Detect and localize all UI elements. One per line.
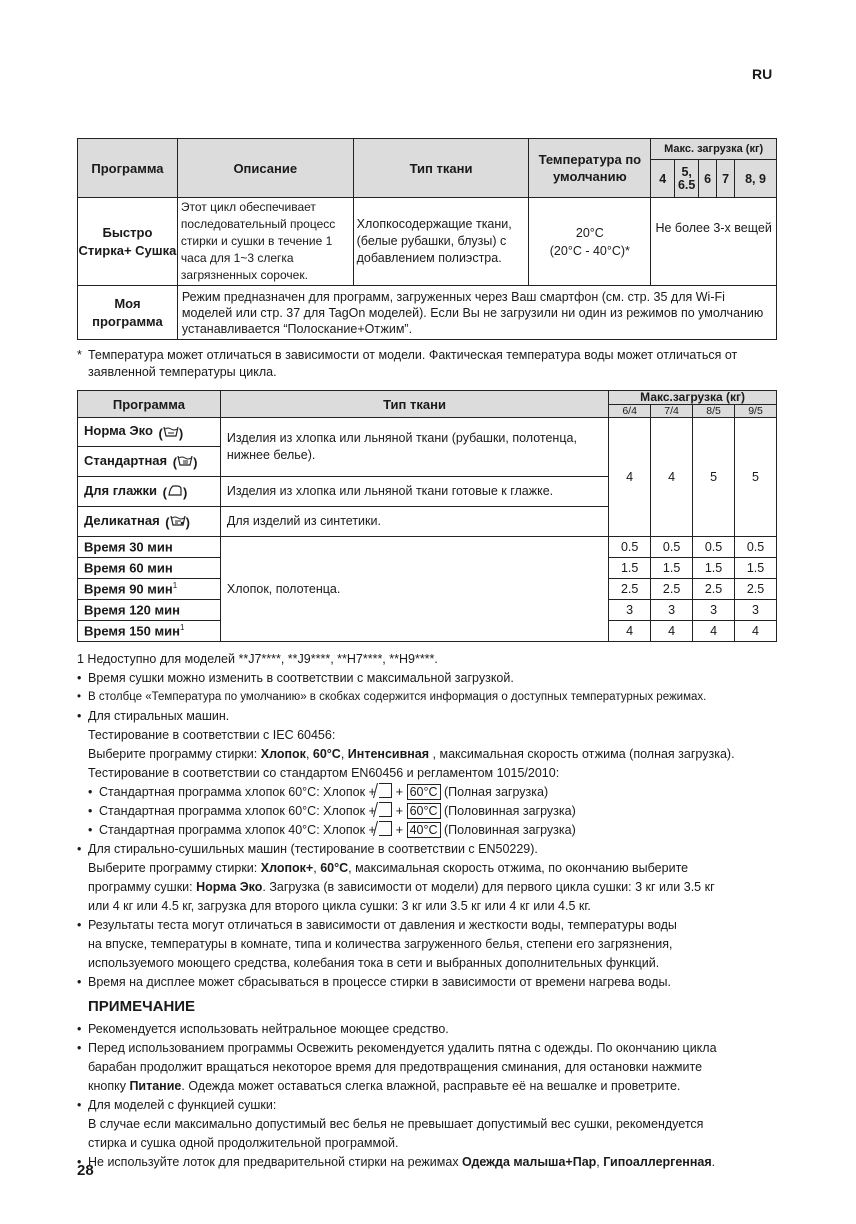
text-span: Выберите программу стирки:	[88, 861, 261, 875]
load-value: 2.5	[651, 579, 693, 600]
fabric-type: Хлопкосодержащие ткани, (белые рубашки, блузы) с добавлением полиэстра.	[353, 198, 529, 286]
delicate-wash-icon: ( )	[165, 515, 190, 531]
text-span: программу сушки:	[88, 880, 197, 894]
load-value: 2.5	[735, 579, 777, 600]
tub-icon	[379, 783, 392, 798]
programs-table-1	[77, 138, 777, 340]
program-name	[78, 621, 221, 642]
tub-icon	[379, 802, 392, 817]
temp-range: (20°C - 40°C)*	[549, 243, 630, 258]
text-span: +	[395, 785, 404, 799]
load-value: 0.5	[735, 537, 777, 558]
temp-box: 60°C	[407, 784, 441, 800]
notes-section	[77, 650, 817, 1172]
text-span: (Половинная загрузка)	[444, 823, 576, 837]
load-value: 2.5	[609, 579, 651, 600]
text-line: на впуске, температуры в комнате, типа и количества загруженного белья, степени его загрязнения,	[88, 937, 673, 951]
bold-span: Питание	[129, 1079, 182, 1093]
program-row-eco	[78, 418, 221, 447]
header-max-load: Макс.загрузка (кг)	[609, 391, 777, 405]
program-name: Для глажки	[84, 482, 158, 498]
bold-span: Хлопок	[260, 747, 306, 761]
text-span: Стандартная программа хлопок 40°C: Хлопок +	[99, 823, 376, 837]
text-line	[77, 745, 817, 764]
sub-bullet-item	[77, 802, 817, 821]
header-program: Программа	[78, 391, 221, 418]
asterisk: *	[77, 348, 82, 362]
load-value: 4	[651, 621, 693, 642]
header-fabric: Тип ткани	[353, 139, 529, 198]
load-col: 8/5	[693, 405, 735, 418]
program-name	[78, 558, 221, 579]
load-value: 3	[735, 600, 777, 621]
text-span: (Половинная загрузка)	[444, 804, 576, 818]
fabric-type: Изделия из хлопка или льняной ткани готовые к глажке.	[220, 477, 608, 507]
load-value: 1.5	[651, 558, 693, 579]
eco-wash-icon: ( )	[158, 425, 184, 441]
default-temperature	[529, 198, 651, 286]
program-name	[78, 579, 221, 600]
bullet-item: • Время сушки можно изменить в соответствии с максимальной загрузкой.	[77, 669, 817, 688]
bullet-item: • В столбце «Температура по умолчанию» в скобках содержится информация о доступных температурных режимах.	[77, 688, 817, 707]
program-description: Режим предназначен для программ, загруженных через Ваш смартфон (см. стр. 35 для Wi-Fi моделей или стр. 37 для TagOn моделей). Если Вы не загрузили ни один из режимов по умолчанию устанавливается “Полоскание+Отжим”.	[177, 286, 776, 340]
header-temperature: Температура по умолчанию	[529, 139, 651, 198]
footnote-marker: 1	[179, 623, 185, 633]
program-name	[78, 600, 221, 621]
load-value: 1.5	[735, 558, 777, 579]
temp-value: 20°C	[575, 225, 604, 240]
bold-span: Одежда малыша+Пар	[462, 1155, 597, 1169]
text-line: барабан продолжит вращаться некоторое время для предотвращения сминания, для остановки нажмите	[88, 1060, 703, 1074]
text-span: ,	[596, 1155, 604, 1169]
text-span: .	[711, 1155, 716, 1169]
load-value: 4	[693, 621, 735, 642]
text-line	[77, 1077, 817, 1096]
program-name: Деликатная	[84, 512, 160, 528]
program-name: Моя программа	[78, 286, 178, 340]
load-value: 4	[609, 621, 651, 642]
program-description: Этот цикл обеспечивает последовательный процесс стирки и сушки в течение 1 часа для 1~3 слегка загрязненных сорочек.	[177, 198, 353, 286]
program-label: Время 30 мин	[84, 539, 173, 555]
max-load-value: Не более 3-х вещей	[651, 198, 777, 286]
fabric-type: Хлопок, полотенца.	[220, 537, 608, 642]
text-span: кнопку	[88, 1079, 130, 1093]
load-col: 4	[651, 160, 675, 198]
sub-bullet-item	[77, 821, 817, 840]
bullet-item: • Для стиральных машин.	[77, 707, 817, 726]
load-col: 5, 6.5	[675, 160, 699, 198]
load-col: 6/4	[609, 405, 651, 418]
program-label: Время 150 мин	[84, 623, 180, 639]
load-value: 3	[651, 600, 693, 621]
header-program: Программа	[78, 139, 178, 198]
header-max-load: Макс. загрузка (кг)	[651, 139, 777, 160]
bullet-item: • Результаты теста могут отличаться в зависимости от давления и жесткости воды, температуры воды	[77, 916, 817, 935]
load-value: 5	[735, 418, 777, 537]
bold-span: 60°C	[312, 747, 341, 761]
fabric-type: Изделия из хлопка или льняной ткани (рубашки, полотенца, нижнее белье).	[220, 418, 608, 477]
text-line	[77, 859, 817, 878]
page-number: 28	[77, 1162, 94, 1179]
text-span: Выберите программу стирки:	[88, 747, 261, 761]
program-row-standard	[78, 447, 221, 477]
note-heading: ПРИМЕЧАНИЕ	[88, 998, 196, 1015]
header-fabric: Тип ткани	[220, 391, 608, 418]
text-span: . Одежда может оставаться слегка влажной, расправьте её на вешалке и проветрите.	[181, 1079, 681, 1093]
load-col: 9/5	[735, 405, 777, 418]
bold-span: Гипоаллергенная	[603, 1155, 712, 1169]
program-label: Время 120 мин	[84, 602, 180, 618]
note-item: • Рекомендуется использовать нейтральное моющее средство.	[77, 1020, 817, 1039]
footnote-marker: 1	[172, 581, 178, 591]
language-code: RU	[752, 66, 773, 82]
text-line: стирка и сушка одной продолжительной программой.	[88, 1136, 399, 1150]
text-span: , максимальная скорость отжима (полная загрузка).	[429, 747, 735, 761]
load-col: 8, 9	[735, 160, 777, 198]
load-value: 1.5	[693, 558, 735, 579]
load-value: 0.5	[693, 537, 735, 558]
program-name: Норма Эко	[84, 423, 153, 439]
program-name	[78, 537, 221, 558]
load-value: 1.5	[609, 558, 651, 579]
load-value: 4	[609, 418, 651, 537]
fabric-type: Для изделий из синтетики.	[220, 507, 608, 537]
text-span: . Загрузка (в зависимости от модели) для первого цикла сушки: 3 кг или 3.5 кг	[262, 880, 715, 894]
load-value: 4	[651, 418, 693, 537]
footnote-1: 1 Недоступно для моделей **J7****, **J9****, **H7****, **H9****.	[77, 652, 438, 666]
bold-span: Интенсивная	[347, 747, 430, 761]
standard-wash-icon: ( )	[172, 455, 198, 471]
program-label: Время 60 мин	[84, 560, 173, 576]
temp-box: 40°C	[407, 822, 441, 838]
temperature-note	[77, 347, 797, 381]
text-line: используемого моющего средства, колебания тока в сети и выбранных дополнительных функций.	[88, 956, 660, 970]
load-value: 5	[693, 418, 735, 537]
text-span: +	[395, 823, 404, 837]
text-span: , максимальная скорость отжима, по окончанию выберите	[348, 861, 689, 875]
text-line: Тестирование в соответствии с IEC 60456:	[88, 728, 336, 742]
load-value: 2.5	[693, 579, 735, 600]
program-label: Время 90 мин	[84, 581, 173, 597]
program-name: Стандартная	[84, 452, 168, 468]
bullet-item: • Для стирально-сушильных машин (тестирование в соответствии с EN50229).	[77, 840, 817, 859]
load-col: 6	[699, 160, 717, 198]
bullet-item: • Время на дисплее может сбрасываться в процессе стирки в зависимости от времени нагрева воды.	[77, 973, 817, 992]
load-value: 0.5	[651, 537, 693, 558]
programs-table-2	[77, 390, 777, 642]
sub-bullet-item	[77, 783, 817, 802]
text-span: Не используйте лоток для предварительной стирки на режимах	[88, 1155, 463, 1169]
text-line: или 4 кг или 4.5 кг, загрузка для второго цикла сушки: 3 кг или 3.5 кг или 4 кг или 4.5 кг.	[88, 899, 591, 913]
note-text: Температура может отличаться в зависимости от модели. Фактическая температура воды может отличаться от заявленной температуры цикла.	[88, 348, 738, 379]
bold-span: 60°C	[320, 861, 349, 875]
temp-box: 60°C	[407, 803, 441, 819]
note-item: • Перед использованием программы Освежить рекомендуется удалить пятна с одежды. По окончанию цикла	[77, 1039, 817, 1058]
load-value: 4	[735, 621, 777, 642]
program-name: Быстро Стирка+ Сушка	[78, 198, 178, 286]
text-span: ,	[313, 861, 321, 875]
text-line: В случае если максимально допустимый вес белья не превышает допустимый вес сушки, рекомендуется	[88, 1117, 704, 1131]
text-span: ,	[305, 747, 313, 761]
text-span: Стандартная программа хлопок 60°C: Хлопок +	[99, 804, 376, 818]
load-value: 3	[609, 600, 651, 621]
text-span: (Полная загрузка)	[444, 785, 549, 799]
program-row-delicate	[78, 507, 221, 537]
header-description: Описание	[177, 139, 353, 198]
bold-span: Хлопок+	[260, 861, 314, 875]
text-span: Стандартная программа хлопок 60°C: Хлопок +	[99, 785, 376, 799]
load-value: 0.5	[609, 537, 651, 558]
bold-span: Норма Эко	[196, 880, 263, 894]
iron-icon: ( )	[162, 485, 188, 501]
program-row-ironing	[78, 477, 221, 507]
load-col: 7	[717, 160, 735, 198]
note-item	[77, 1153, 817, 1172]
text-span: ,	[340, 747, 348, 761]
load-value: 3	[693, 600, 735, 621]
tub-icon	[379, 821, 392, 836]
text-span: +	[395, 804, 404, 818]
text-line: Тестирование в соответствии со стандартом EN60456 и регламентом 1015/2010:	[88, 766, 560, 780]
text-line	[77, 878, 817, 897]
load-col: 7/4	[651, 405, 693, 418]
note-item: • Для моделей с функцией сушки:	[77, 1096, 817, 1115]
